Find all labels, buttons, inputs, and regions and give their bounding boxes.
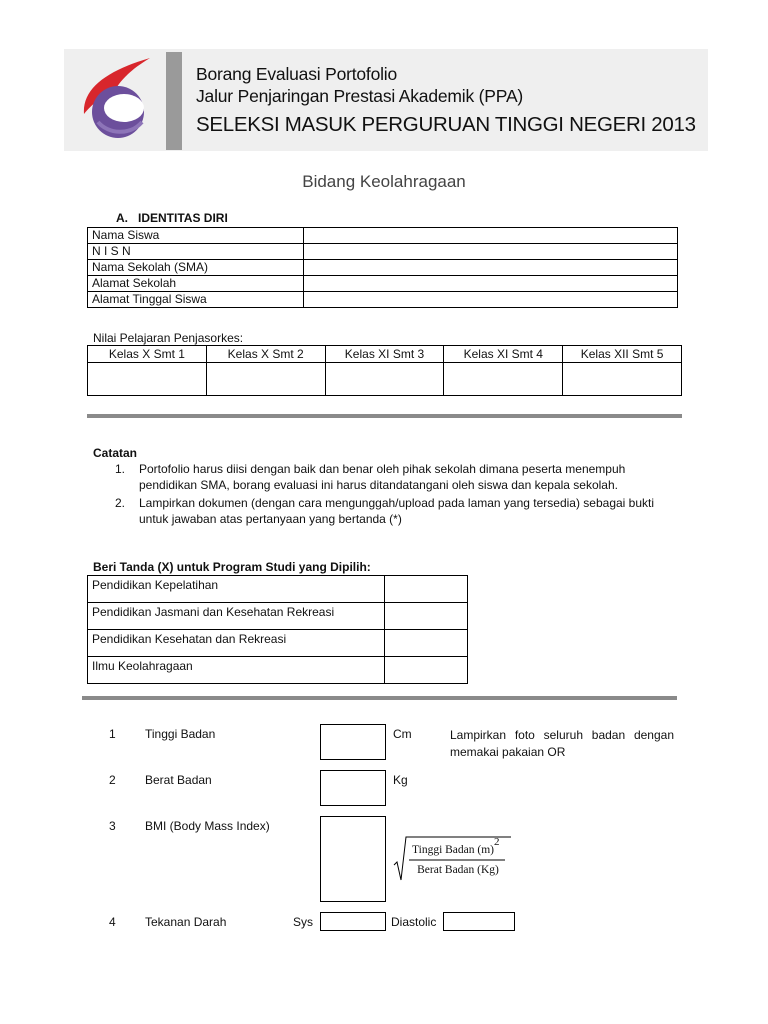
- note-text: Portofolio harus diisi dengan baik dan benar oleh pihak sekolah dimana peserta menempuh pendidikan SMA, borang evaluasi ini harus ditandatangani oleh siswa dan kepala sekolah.: [139, 462, 626, 492]
- identity-field[interactable]: [304, 244, 678, 260]
- weight-input[interactable]: [320, 770, 386, 806]
- section-a-title: IDENTITAS DIRI: [138, 211, 228, 225]
- grade-column-header: Kelas XI Smt 3: [325, 346, 444, 363]
- systolic-input[interactable]: [320, 912, 386, 931]
- bmi-formula: [393, 834, 513, 882]
- table-row: [88, 363, 682, 396]
- row-number: 4: [109, 915, 116, 929]
- formula-denominator: Berat Badan (Kg): [417, 864, 499, 876]
- header-title-1: Borang Evaluasi Portofolio: [196, 64, 398, 84]
- table-row: [88, 657, 468, 684]
- diastolic-label: Diastolic: [391, 915, 437, 929]
- header-title-3: SELEKSI MASUK PERGURUAN TINGGI NEGERI 2013: [196, 113, 696, 136]
- table-row: [88, 603, 468, 630]
- program-table: [87, 575, 468, 684]
- row-number: 2: [109, 773, 116, 787]
- program-checkbox[interactable]: [385, 657, 468, 684]
- table-row: [88, 228, 678, 244]
- grade-column-header: Kelas XI Smt 4: [444, 346, 563, 363]
- program-checkbox[interactable]: [385, 603, 468, 630]
- table-header-row: [88, 346, 682, 363]
- grade-field[interactable]: [563, 363, 682, 396]
- bmi-input[interactable]: [320, 816, 386, 902]
- photo-note: Lampirkan foto seluruh badan dengan memakai pakaian OR: [450, 728, 674, 759]
- table-row: [88, 276, 678, 292]
- table-row: [88, 576, 468, 603]
- program-option-label: Pendidikan Jasmani dan Kesehatan Rekreasi: [88, 603, 385, 630]
- formula-exponent: 2: [494, 836, 500, 848]
- table-row: [88, 292, 678, 308]
- row-number: 3: [109, 819, 116, 833]
- grades-table: [87, 345, 682, 396]
- row-number: 1: [109, 727, 116, 741]
- notes-title: Catatan: [93, 446, 138, 460]
- identity-label: Nama Siswa: [88, 228, 304, 244]
- note-number: 2.: [115, 496, 126, 510]
- height-unit: Cm: [393, 727, 412, 741]
- weight-unit: Kg: [393, 773, 408, 787]
- program-option-label: Pendidikan Kepelatihan: [88, 576, 385, 603]
- identity-label: N I S N: [88, 244, 304, 260]
- program-checkbox[interactable]: [385, 576, 468, 603]
- grade-field[interactable]: [88, 363, 207, 396]
- table-row: [88, 244, 678, 260]
- program-checkbox[interactable]: [385, 630, 468, 657]
- formula-numerator: [412, 836, 500, 856]
- program-option-label: Pendidikan Kesehatan dan Rekreasi: [88, 630, 385, 657]
- identity-table: [87, 227, 678, 308]
- formula-numerator-text: Tinggi Badan (m): [412, 844, 494, 856]
- section-divider: [82, 696, 677, 700]
- identity-label: Nama Sekolah (SMA): [88, 260, 304, 276]
- identity-field[interactable]: [304, 292, 678, 308]
- grade-column-header: Kelas X Smt 1: [88, 346, 207, 363]
- table-row: [88, 630, 468, 657]
- identity-field[interactable]: [304, 276, 678, 292]
- section-divider: [87, 414, 682, 418]
- header-title-2: Jalur Penjaringan Prestasi Akademik (PPA): [196, 86, 524, 106]
- grade-column-header: Kelas X Smt 2: [206, 346, 325, 363]
- grades-label: Nilai Pelajaran Penjasorkes:: [93, 331, 244, 345]
- page-subtitle: Bidang Keolahragaan: [302, 172, 466, 191]
- diastolic-input[interactable]: [443, 912, 515, 931]
- section-a-heading: [116, 211, 228, 225]
- program-option-label: Ilmu Keolahragaan: [88, 657, 385, 684]
- height-input[interactable]: [320, 724, 386, 760]
- ppa-logo: [78, 52, 158, 142]
- height-label: Tinggi Badan: [145, 727, 216, 741]
- identity-field[interactable]: [304, 228, 678, 244]
- grade-field[interactable]: [325, 363, 444, 396]
- identity-label: Alamat Sekolah: [88, 276, 304, 292]
- header-divider: [166, 52, 182, 150]
- note-number: 1.: [115, 462, 126, 476]
- weight-label: Berat Badan: [145, 773, 212, 787]
- program-title: Beri Tanda (X) untuk Program Studi yang Dipilih:: [93, 560, 371, 574]
- grade-column-header: Kelas XII Smt 5: [563, 346, 682, 363]
- grade-field[interactable]: [444, 363, 563, 396]
- table-row: [88, 260, 678, 276]
- grade-field[interactable]: [206, 363, 325, 396]
- note-text: Lampirkan dokumen (dengan cara mengunggah/upload pada laman yang tersedia) sebagai bukti untuk jawaban atas pertanyaan yang bertanda (*): [139, 496, 655, 526]
- identity-label: Alamat Tinggal Siswa: [88, 292, 304, 308]
- systolic-label: Sys: [293, 915, 314, 929]
- bmi-label: BMI (Body Mass Index): [145, 819, 270, 833]
- blood-pressure-label: Tekanan Darah: [145, 915, 227, 929]
- identity-field[interactable]: [304, 260, 678, 276]
- section-a-number: A.: [116, 211, 128, 225]
